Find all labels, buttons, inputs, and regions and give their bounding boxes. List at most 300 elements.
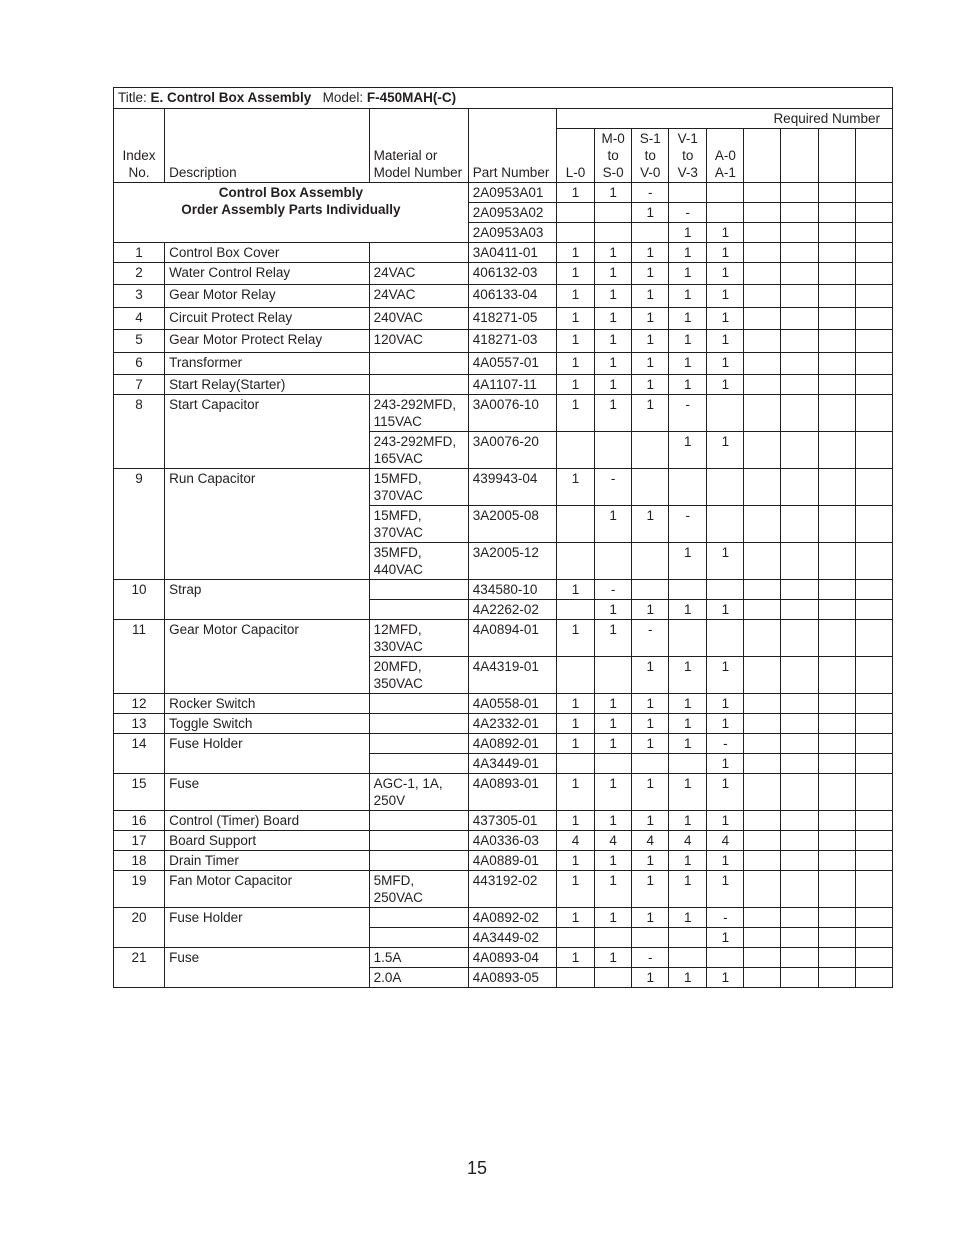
qty-cell: 1	[595, 506, 632, 543]
blank-qty-cell	[744, 506, 781, 543]
part-number: 4A3449-01	[468, 754, 556, 774]
table-row	[114, 353, 893, 375]
blank-qty-cell	[744, 353, 781, 375]
blank-qty-cell	[818, 851, 855, 871]
qty-cell: 1	[632, 714, 669, 734]
qty-cell: 1	[707, 353, 744, 375]
qty-cell: 1	[669, 908, 707, 928]
blank-qty-cell	[781, 851, 818, 871]
qty-cell: 1	[632, 871, 669, 908]
blank-qty-cell	[818, 375, 855, 395]
description-cell: Run Capacitor	[165, 469, 369, 580]
material-cell: 35MFD, 440VAC	[369, 543, 468, 580]
qty-cell: 1	[707, 714, 744, 734]
blank-qty-cell	[818, 432, 855, 469]
model-header-blank	[781, 129, 818, 183]
table-row	[114, 774, 893, 811]
blank-qty-cell	[744, 580, 781, 600]
qty-cell	[595, 968, 632, 988]
table-row	[114, 714, 893, 734]
blank-qty-cell	[855, 851, 892, 871]
qty-cell	[595, 657, 632, 694]
qty-cell: 4	[707, 831, 744, 851]
qty-cell: 1	[595, 395, 632, 432]
qty-cell	[707, 183, 744, 203]
blank-qty-cell	[855, 285, 892, 308]
qty-cell: -	[595, 469, 632, 506]
part-number: 3A0411-01	[468, 243, 556, 263]
qty-cell: 1	[632, 506, 669, 543]
qty-cell: 1	[595, 734, 632, 754]
qty-cell	[557, 600, 595, 620]
blank-qty-cell	[781, 353, 818, 375]
blank-qty-cell	[818, 506, 855, 543]
blank-qty-cell	[744, 243, 781, 263]
blank-qty-cell	[818, 330, 855, 353]
blank-qty-cell	[818, 734, 855, 754]
description-cell: Gear Motor Protect Relay	[165, 330, 369, 353]
qty-cell	[557, 203, 595, 223]
material-cell: 15MFD, 370VAC	[369, 469, 468, 506]
qty-cell: 1	[557, 243, 595, 263]
qty-cell: 1	[669, 811, 707, 831]
qty-cell: 1	[669, 774, 707, 811]
qty-cell: 1	[557, 285, 595, 308]
qty-cell	[595, 543, 632, 580]
blank-qty-cell	[818, 811, 855, 831]
qty-cell: 1	[595, 620, 632, 657]
qty-cell: 1	[557, 330, 595, 353]
part-number: 4A0558-01	[468, 694, 556, 714]
index-cell: 21	[114, 948, 165, 988]
blank-qty-cell	[781, 243, 818, 263]
qty-cell: 1	[707, 243, 744, 263]
blank-qty-cell	[818, 831, 855, 851]
blank-qty-cell	[744, 203, 781, 223]
description-cell: Gear Motor Capacitor	[165, 620, 369, 694]
blank-qty-cell	[818, 183, 855, 203]
qty-cell: 1	[595, 600, 632, 620]
qty-cell: 1	[707, 928, 744, 948]
material-cell: 20MFD, 350VAC	[369, 657, 468, 694]
qty-cell	[707, 203, 744, 223]
qty-cell	[557, 657, 595, 694]
qty-cell: 1	[632, 734, 669, 754]
qty-cell	[632, 469, 669, 506]
index-cell: 4	[114, 308, 165, 330]
blank-qty-cell	[818, 694, 855, 714]
qty-cell: 1	[595, 183, 632, 203]
material-cell: AGC-1, 1A, 250V	[369, 774, 468, 811]
table-row	[114, 694, 893, 714]
table-row	[114, 734, 893, 754]
qty-cell: 1	[669, 734, 707, 754]
blank-qty-cell	[744, 754, 781, 774]
qty-cell: 1	[632, 395, 669, 432]
assembly-description: Control Box Assembly Order Assembly Parts Individually	[114, 183, 469, 243]
blank-qty-cell	[781, 506, 818, 543]
part-number: 3A0076-20	[468, 432, 556, 469]
part-number: 437305-01	[468, 811, 556, 831]
blank-qty-cell	[818, 600, 855, 620]
blank-qty-cell	[744, 928, 781, 948]
qty-cell: 1	[557, 851, 595, 871]
part-number: 3A2005-08	[468, 506, 556, 543]
table-row	[114, 375, 893, 395]
qty-cell	[669, 620, 707, 657]
blank-qty-cell	[744, 330, 781, 353]
blank-qty-cell	[818, 754, 855, 774]
part-number: 4A2262-02	[468, 600, 556, 620]
qty-cell: 1	[669, 543, 707, 580]
index-cell: 11	[114, 620, 165, 694]
qty-cell: -	[707, 734, 744, 754]
description-cell: Fan Motor Capacitor	[165, 871, 369, 908]
qty-cell	[595, 203, 632, 223]
material-cell: 243-292MFD, 115VAC	[369, 395, 468, 432]
parts-list-table	[113, 87, 893, 988]
qty-cell: 1	[632, 908, 669, 928]
qty-cell	[707, 506, 744, 543]
table-row	[114, 183, 893, 203]
index-cell: 13	[114, 714, 165, 734]
index-header: Index No.	[114, 109, 165, 183]
qty-cell: 1	[707, 223, 744, 243]
qty-cell: 1	[595, 948, 632, 968]
qty-cell	[632, 754, 669, 774]
qty-cell	[557, 968, 595, 988]
description-cell: Drain Timer	[165, 851, 369, 871]
blank-qty-cell	[781, 375, 818, 395]
blank-qty-cell	[818, 774, 855, 811]
blank-qty-cell	[818, 580, 855, 600]
blank-qty-cell	[744, 968, 781, 988]
description-cell: Rocker Switch	[165, 694, 369, 714]
part-number: 4A0893-05	[468, 968, 556, 988]
table-row	[114, 263, 893, 285]
qty-cell: 1	[707, 308, 744, 330]
index-cell: 10	[114, 580, 165, 620]
blank-qty-cell	[781, 908, 818, 928]
qty-cell: 1	[669, 600, 707, 620]
blank-qty-cell	[781, 754, 818, 774]
part-number: 4A0893-04	[468, 948, 556, 968]
part-number: 439943-04	[468, 469, 556, 506]
qty-cell	[707, 948, 744, 968]
blank-qty-cell	[744, 263, 781, 285]
model-header-2: S-1 to V-0	[632, 129, 669, 183]
blank-qty-cell	[781, 432, 818, 469]
material-cell	[369, 811, 468, 831]
blank-qty-cell	[781, 871, 818, 908]
part-number: 4A3449-02	[468, 928, 556, 948]
part-number: 3A2005-12	[468, 543, 556, 580]
qty-cell	[669, 580, 707, 600]
index-cell: 7	[114, 375, 165, 395]
page-number: 15	[466, 1158, 488, 1178]
blank-qty-cell	[744, 657, 781, 694]
qty-cell	[557, 754, 595, 774]
description-cell: Transformer	[165, 353, 369, 375]
qty-cell: -	[595, 580, 632, 600]
blank-qty-cell	[855, 734, 892, 754]
blank-qty-cell	[855, 243, 892, 263]
material-cell	[369, 714, 468, 734]
table-row	[114, 851, 893, 871]
qty-cell: 1	[595, 243, 632, 263]
blank-qty-cell	[818, 657, 855, 694]
part-number: 4A0894-01	[468, 620, 556, 657]
qty-cell	[595, 432, 632, 469]
qty-cell: 1	[595, 353, 632, 375]
qty-cell: -	[632, 948, 669, 968]
qty-cell: 1	[669, 714, 707, 734]
blank-qty-cell	[818, 263, 855, 285]
blank-qty-cell	[855, 506, 892, 543]
blank-qty-cell	[781, 620, 818, 657]
description-cell: Strap	[165, 580, 369, 620]
index-cell: 1	[114, 243, 165, 263]
material-cell	[369, 353, 468, 375]
blank-qty-cell	[855, 928, 892, 948]
blank-qty-cell	[744, 871, 781, 908]
blank-qty-cell	[855, 831, 892, 851]
model-header-1: M-0 to S-0	[595, 129, 632, 183]
blank-qty-cell	[855, 395, 892, 432]
part-number: 4A0893-01	[468, 774, 556, 811]
qty-cell: 1	[557, 811, 595, 831]
blank-qty-cell	[855, 620, 892, 657]
index-cell: 14	[114, 734, 165, 774]
qty-cell	[707, 620, 744, 657]
table-row	[114, 285, 893, 308]
qty-cell: 1	[669, 223, 707, 243]
material-header: Material or Model Number	[369, 109, 468, 183]
blank-qty-cell	[781, 395, 818, 432]
blank-qty-cell	[744, 183, 781, 203]
qty-cell: 1	[669, 375, 707, 395]
blank-qty-cell	[818, 469, 855, 506]
qty-cell: 1	[707, 871, 744, 908]
blank-qty-cell	[818, 948, 855, 968]
description-cell: Control (Timer) Board	[165, 811, 369, 831]
index-cell: 9	[114, 469, 165, 580]
blank-qty-cell	[744, 908, 781, 928]
part-number: 434580-10	[468, 580, 556, 600]
table-row	[114, 811, 893, 831]
blank-qty-cell	[781, 183, 818, 203]
part-number: 406132-03	[468, 263, 556, 285]
part-number: 4A4319-01	[468, 657, 556, 694]
index-cell: 3	[114, 285, 165, 308]
blank-qty-cell	[781, 543, 818, 580]
qty-cell	[632, 580, 669, 600]
qty-cell: 4	[595, 831, 632, 851]
table-row	[114, 908, 893, 928]
qty-cell: 1	[595, 285, 632, 308]
blank-qty-cell	[781, 580, 818, 600]
blank-qty-cell	[855, 908, 892, 928]
material-cell: 12MFD, 330VAC	[369, 620, 468, 657]
part-number: 418271-05	[468, 308, 556, 330]
material-cell	[369, 243, 468, 263]
description-cell: Toggle Switch	[165, 714, 369, 734]
qty-cell: 1	[707, 432, 744, 469]
blank-qty-cell	[744, 774, 781, 811]
model-header-0: L-0	[557, 129, 595, 183]
qty-cell: 1	[707, 851, 744, 871]
part-number: 4A2332-01	[468, 714, 556, 734]
qty-cell: 1	[707, 600, 744, 620]
blank-qty-cell	[781, 657, 818, 694]
qty-cell: 1	[595, 811, 632, 831]
description-cell: Start Relay(Starter)	[165, 375, 369, 395]
blank-qty-cell	[855, 223, 892, 243]
qty-cell: 1	[557, 908, 595, 928]
blank-qty-cell	[818, 871, 855, 908]
qty-cell: 1	[669, 432, 707, 469]
blank-qty-cell	[781, 694, 818, 714]
qty-cell: 1	[632, 285, 669, 308]
description-cell: Gear Motor Relay	[165, 285, 369, 308]
blank-qty-cell	[781, 714, 818, 734]
qty-cell: -	[632, 183, 669, 203]
blank-qty-cell	[855, 308, 892, 330]
blank-qty-cell	[818, 243, 855, 263]
blank-qty-cell	[781, 928, 818, 948]
part-number: 4A1107-11	[468, 375, 556, 395]
table-row	[114, 469, 893, 506]
model-label: Model:	[322, 90, 364, 105]
blank-qty-cell	[744, 469, 781, 506]
qty-cell: 1	[669, 353, 707, 375]
qty-cell	[595, 223, 632, 243]
index-cell: 5	[114, 330, 165, 353]
qty-cell: 1	[669, 243, 707, 263]
blank-qty-cell	[855, 968, 892, 988]
qty-cell: 1	[557, 183, 595, 203]
qty-cell	[669, 948, 707, 968]
required-number-header: Required Number	[557, 109, 893, 129]
blank-qty-cell	[781, 831, 818, 851]
qty-cell: 1	[557, 580, 595, 600]
blank-qty-cell	[744, 734, 781, 754]
qty-cell: -	[669, 395, 707, 432]
qty-cell: 1	[669, 657, 707, 694]
part-number: 2A0953A01	[468, 183, 556, 203]
index-cell: 12	[114, 694, 165, 714]
table-row	[114, 308, 893, 330]
index-cell: 6	[114, 353, 165, 375]
part-number: 443192-02	[468, 871, 556, 908]
qty-cell: 4	[632, 831, 669, 851]
qty-cell: 1	[669, 263, 707, 285]
part-number: 2A0953A03	[468, 223, 556, 243]
blank-qty-cell	[855, 580, 892, 600]
qty-cell: 1	[707, 285, 744, 308]
description-cell: Fuse Holder	[165, 734, 369, 774]
description-cell: Water Control Relay	[165, 263, 369, 285]
blank-qty-cell	[855, 375, 892, 395]
qty-cell	[557, 543, 595, 580]
index-cell: 18	[114, 851, 165, 871]
parts-list-body	[114, 88, 893, 988]
blank-qty-cell	[781, 774, 818, 811]
blank-qty-cell	[855, 811, 892, 831]
part-number: 3A0076-10	[468, 395, 556, 432]
part-number-header: Part Number	[468, 109, 556, 183]
blank-qty-cell	[744, 851, 781, 871]
material-cell	[369, 600, 468, 620]
qty-cell	[707, 395, 744, 432]
qty-cell: 1	[557, 263, 595, 285]
blank-qty-cell	[744, 620, 781, 657]
qty-cell	[632, 928, 669, 948]
qty-cell: 1	[707, 811, 744, 831]
material-cell: 15MFD, 370VAC	[369, 506, 468, 543]
qty-cell: 1	[557, 395, 595, 432]
material-cell: 240VAC	[369, 308, 468, 330]
part-number: 4A0336-03	[468, 831, 556, 851]
qty-cell	[557, 928, 595, 948]
qty-cell	[669, 183, 707, 203]
qty-cell: 1	[669, 968, 707, 988]
qty-cell: 1	[669, 308, 707, 330]
blank-qty-cell	[781, 263, 818, 285]
blank-qty-cell	[855, 948, 892, 968]
blank-qty-cell	[781, 948, 818, 968]
blank-qty-cell	[855, 543, 892, 580]
qty-cell: 1	[707, 754, 744, 774]
blank-qty-cell	[855, 263, 892, 285]
material-cell	[369, 375, 468, 395]
table-row	[114, 831, 893, 851]
qty-cell: 1	[557, 734, 595, 754]
part-number: 418271-03	[468, 330, 556, 353]
table-row	[114, 395, 893, 432]
qty-cell	[632, 432, 669, 469]
qty-cell: 1	[595, 908, 632, 928]
blank-qty-cell	[744, 694, 781, 714]
blank-qty-cell	[744, 831, 781, 851]
qty-cell: 1	[595, 263, 632, 285]
material-cell	[369, 851, 468, 871]
qty-cell: 1	[632, 375, 669, 395]
blank-qty-cell	[855, 432, 892, 469]
qty-cell: 1	[632, 851, 669, 871]
part-number: 4A0892-01	[468, 734, 556, 754]
material-cell	[369, 734, 468, 754]
table-row	[114, 620, 893, 657]
qty-cell: 1	[557, 375, 595, 395]
material-cell: 24VAC	[369, 285, 468, 308]
qty-cell	[669, 928, 707, 948]
description-header: Description	[165, 109, 369, 183]
title-value: E. Control Box Assembly	[150, 90, 312, 105]
qty-cell: 1	[632, 774, 669, 811]
qty-cell: 1	[595, 375, 632, 395]
blank-qty-cell	[744, 811, 781, 831]
index-cell: 15	[114, 774, 165, 811]
qty-cell: -	[632, 620, 669, 657]
blank-qty-cell	[818, 928, 855, 948]
qty-cell: 1	[669, 285, 707, 308]
qty-cell: 1	[557, 774, 595, 811]
material-cell: 24VAC	[369, 263, 468, 285]
blank-qty-cell	[855, 694, 892, 714]
qty-cell: 1	[632, 263, 669, 285]
blank-qty-cell	[855, 183, 892, 203]
